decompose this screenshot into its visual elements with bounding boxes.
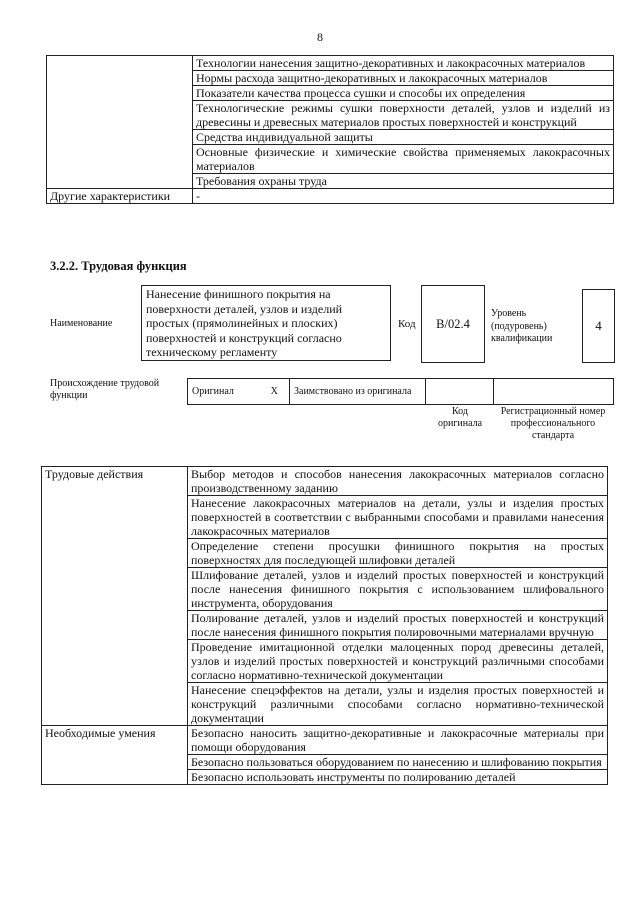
- labor-actions-label: Трудовые действия: [42, 467, 188, 726]
- skill-item: Безопасно наносить защитно-декоративные и лакокрасочные материалы при помощи оборудования: [188, 726, 608, 755]
- labor-action-item: Нанесение лакокрасочных материалов на детали, узлы и изделия простых поверхностей в соответствии с выбранными способами и правилами нанесения лакокрасочных материалов: [188, 496, 608, 539]
- qualification-level-box: 4: [582, 289, 615, 363]
- required-skills-label: Необходимые умения: [42, 726, 188, 785]
- labor-action-item: Определение степени просушки финишного покрытия на простых поверхностях для последующей шлифовки деталей: [188, 539, 608, 568]
- registration-number-caption: Регистрационный номер профессионального стандарта: [500, 406, 606, 441]
- labor-action-item: Шлифование деталей, узлов и изделий простых поверхностей и конструкций после нанесения финишного покрытия с использованием шлифовального инструмента, оборудования: [188, 568, 608, 611]
- name-label: Наименование: [50, 318, 113, 329]
- knowledge-item: Технологические режимы сушки поверхности деталей, узлов и изделий из древесины и древесных материалов простых поверхностей и конструкций: [193, 101, 614, 130]
- knowledge-item: Требования охраны труда: [193, 174, 614, 189]
- knowledge-item: Нормы расхода защитно-декоративных и лакокрасочных материалов: [193, 71, 614, 86]
- labor-actions-table: [41, 466, 608, 785]
- function-name-box: Нанесение финишного покрытия на поверхности деталей, узлов и изделий простых (прямолинейных и плоских) поверхностей и конструкций согласно техническому регламенту: [141, 285, 391, 361]
- labor-action-item: Полирование деталей, узлов и изделий простых поверхностей и конструкций после нанесения финишного покрытия полировочными материалами вручную: [188, 611, 608, 640]
- labor-action-item: Нанесение спецэффектов на детали, узлы и изделия простых поверхностей и конструкций различными способами согласно нормативно-технической документации: [188, 683, 608, 726]
- page-number: 8: [317, 30, 323, 44]
- knowledge-label-cell: [47, 56, 193, 189]
- borrowed-label: Заимствовано из оригинала: [290, 379, 426, 405]
- origin-table: [187, 378, 614, 405]
- function-code-box: В/02.4: [421, 285, 485, 363]
- knowledge-continuation-table: [46, 55, 614, 204]
- labor-action-item: Проведение имитационной отделки малоценных пород древесины деталей, узлов и изделий простых поверхностей и конструкций различными способами согласно нормативно-технической документации: [188, 640, 608, 683]
- section-heading: 3.2.2. Трудовая функция: [50, 259, 187, 273]
- knowledge-item: Технологии нанесения защитно-декоративных и лакокрасочных материалов: [193, 56, 614, 71]
- skill-item: Безопасно использовать инструменты по полированию деталей: [188, 770, 608, 785]
- original-label: Оригинал: [188, 379, 260, 405]
- original-code-caption: Код оригинала: [437, 406, 483, 429]
- qualification-level-label: Уровень (подуровень) квалификации: [491, 308, 553, 344]
- original-code-cell: [426, 379, 494, 405]
- registration-number-cell: [494, 379, 614, 405]
- other-characteristics-value: -: [193, 189, 614, 204]
- other-characteristics-label: Другие характеристики: [47, 189, 193, 204]
- skill-item: Безопасно пользоваться оборудованием по нанесению и шлифованию покрытия: [188, 755, 608, 770]
- knowledge-item: Средства индивидуальной защиты: [193, 130, 614, 145]
- original-mark: X: [260, 379, 290, 405]
- knowledge-item: Показатели качества процесса сушки и способы их определения: [193, 86, 614, 101]
- labor-action-item: Выбор методов и способов нанесения лакокрасочных материалов согласно производственному заданию: [188, 467, 608, 496]
- origin-label: Происхождение трудовой функции: [50, 378, 160, 401]
- knowledge-item: Основные физические и химические свойства применяемых лакокрасочных материалов: [193, 145, 614, 174]
- code-label: Код: [398, 318, 416, 330]
